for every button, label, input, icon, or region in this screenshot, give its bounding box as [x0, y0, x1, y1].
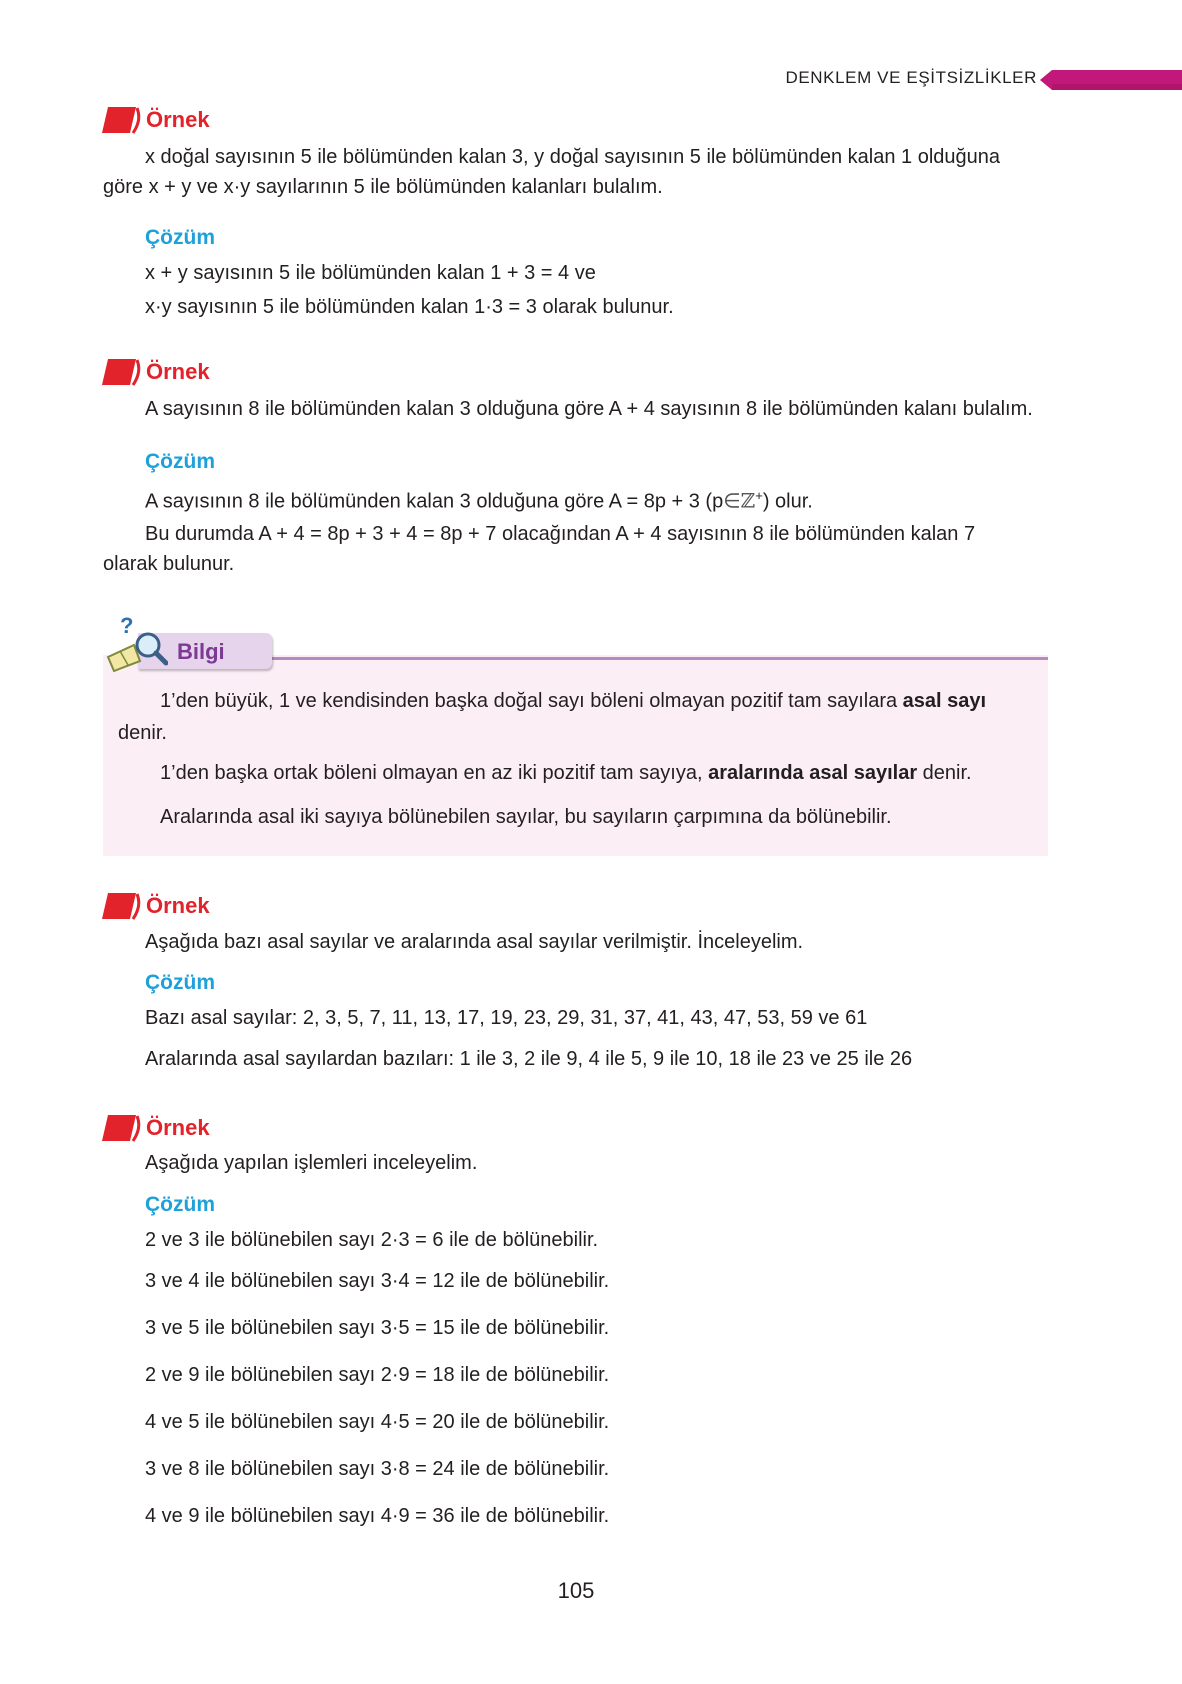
info-label: Bilgi: [177, 639, 225, 664]
example-4-solution-line: 2 ve 3 ile bölünebilen sayı 2·3 = 6 ile de bölünebilir.: [145, 1229, 599, 1251]
example-3-solution-line-1: Bazı asal sayılar: 2, 3, 5, 7, 11, 13, 17, 19, 23, 29, 31, 37, 41, 43, 47, 53, 59 ve 61: [145, 1007, 868, 1029]
example-label: Örnek: [146, 1115, 210, 1140]
info-paragraph-3: Aralarında asal iki sayıya bölünebilen sayılar, bu sayıların çarpımına da bölünebilir.: [160, 806, 892, 828]
chapter-title: DENKLEM VE EŞİTSİZLİKLER: [785, 68, 1037, 87]
page-number: 105: [557, 1578, 595, 1603]
example-3-header: [102, 892, 210, 920]
example-1-solution-line-2: x·y sayısının 5 ile bölümünden kalan 1·3 = 3 olarak bulunur.: [145, 296, 674, 318]
solution-label: Çözüm: [145, 226, 215, 249]
solution-label: Çözüm: [145, 1193, 215, 1216]
info-box-divider: [270, 657, 1048, 660]
example-2-header: [102, 358, 210, 386]
example-2-solution-line-1: A sayısının 8 ile bölümünden kalan 3 olduğuna göre A = 8p + 3 (p∈ℤ+) olur.: [145, 488, 813, 513]
example-4-header: [102, 1114, 210, 1142]
example-1-header: [102, 106, 210, 134]
magnifier-book-icon: [106, 615, 168, 673]
example-4-solution-line: 2 ve 9 ile bölünebilen sayı 2·9 = 18 ile de bölünebilir.: [145, 1364, 610, 1386]
solution-label: Çözüm: [145, 450, 215, 473]
example-2-solution-line-2: Bu durumda A + 4 = 8p + 3 + 4 = 8p + 7 olacağından A + 4 sayısının 8 ile bölümünden kalan 7 olarak bulunur.: [103, 523, 976, 575]
example-1-question: x doğal sayısının 5 ile bölümünden kalan 3, y doğal sayısının 5 ile bölümünden kalan 1 olduğuna göre x + y ve x·y sayılarının 5 ile bölümünden kalanları bulalım.: [103, 146, 1001, 198]
example-4-solution-line: 4 ve 5 ile bölünebilen sayı 4·5 = 20 ile de bölünebilir.: [145, 1411, 610, 1433]
solution-label: Çözüm: [145, 971, 215, 994]
example-3-solution-line-2: Aralarında asal sayılardan bazıları: 1 ile 3, 2 ile 9, 4 ile 5, 9 ile 10, 18 ile 23 ve 25 ile 26: [145, 1048, 913, 1070]
example-4-solution-line: 3 ve 5 ile bölünebilen sayı 3·5 = 15 ile de bölünebilir.: [145, 1317, 610, 1339]
chapter-tab-decoration: [1040, 70, 1182, 90]
svg-text:?: ?: [120, 615, 134, 638]
example-4-solution-line: 3 ve 8 ile bölünebilen sayı 3·8 = 24 ile de bölünebilir.: [145, 1458, 610, 1480]
example-label: Örnek: [146, 359, 210, 384]
ornek-marker-icon: [102, 358, 142, 386]
example-4-question: Aşağıda yapılan işlemleri inceleyelim.: [145, 1152, 478, 1174]
ornek-marker-icon: [102, 106, 142, 134]
ornek-marker-icon: [102, 892, 142, 920]
info-paragraph-1: 1’den büyük, 1 ve kendisinden başka doğal sayı böleni olmayan pozitif tam sayılara asal sayı denir.: [118, 690, 987, 744]
ornek-marker-icon: [102, 1114, 142, 1142]
info-paragraph-2: 1’den başka ortak böleni olmayan en az iki pozitif tam sayıya, aralarında asal sayılar denir.: [160, 762, 972, 784]
example-4-solution-line: 3 ve 4 ile bölünebilen sayı 3·4 = 12 ile de bölünebilir.: [145, 1270, 610, 1292]
example-4-solution-line: 4 ve 9 ile bölünebilen sayı 4·9 = 36 ile de bölünebilir.: [145, 1505, 610, 1527]
example-1-solution-line-1: x + y sayısının 5 ile bölümünden kalan 1 + 3 = 4 ve: [145, 262, 596, 284]
example-label: Örnek: [146, 893, 210, 918]
example-label: Örnek: [146, 107, 210, 132]
example-3-question: Aşağıda bazı asal sayılar ve aralarında asal sayılar verilmiştir. İnceleyelim.: [145, 931, 804, 953]
example-2-question: A sayısının 8 ile bölümünden kalan 3 olduğuna göre A + 4 sayısının 8 ile bölümünden kalanı bulalım.: [145, 398, 1033, 420]
